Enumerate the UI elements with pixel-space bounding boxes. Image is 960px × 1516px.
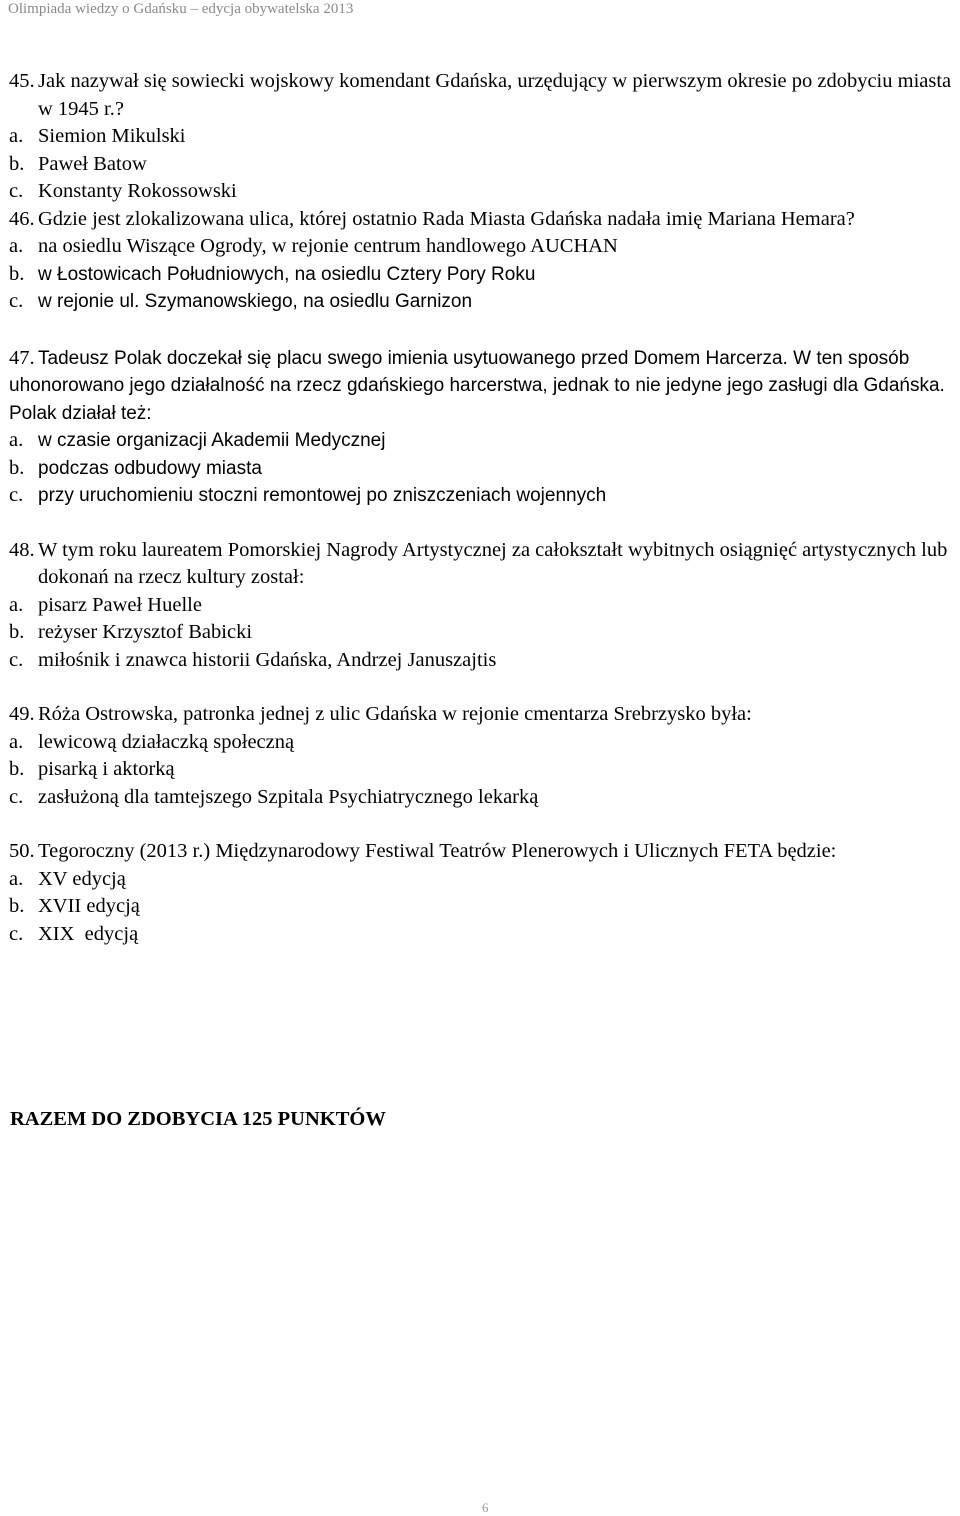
option-text: podczas odbudowy miasta (38, 457, 262, 479)
question-text: Gdzie jest zlokalizowana ulica, której ostatnio Rada Miasta Gdańska nadała imię Mariana Hemara? (38, 207, 855, 230)
answer-option (9, 288, 957, 316)
answer-option (9, 729, 957, 757)
option-text: Siemion Mikulski (38, 125, 186, 147)
points-total: RAZEM DO ZDOBYCIA 125 PUNKTÓW (10, 1108, 386, 1130)
question-50 (9, 838, 957, 948)
question-text: Tegoroczny (2013 r.) Międzynarodowy Festiwal Teatrów Plenerowych i Ulicznych FETA będzie: (38, 840, 837, 862)
option-letter: c. (9, 484, 24, 506)
option-letter: b. (9, 895, 25, 917)
question-number: 48. (9, 538, 35, 561)
answer-option (9, 261, 957, 289)
option-letter: c. (9, 648, 24, 671)
option-letter: a. (9, 125, 24, 147)
option-text: pisarz Paweł Huelle (38, 593, 202, 616)
answer-option (9, 427, 957, 455)
answer-option (9, 178, 957, 206)
answer-option (9, 893, 957, 921)
question-number: 50. (9, 840, 35, 862)
question-number: 49. (9, 703, 35, 725)
running-header: Olimpiada wiedzy o Gdańsku – edycja obywatelska 2013 (8, 1, 354, 17)
option-letter: a. (9, 429, 24, 451)
option-letter: b. (9, 152, 25, 175)
option-letter: a. (9, 867, 24, 890)
answer-option (9, 619, 957, 647)
option-letter: c. (9, 180, 24, 202)
option-letter: a. (9, 235, 24, 257)
option-letter: b. (9, 758, 25, 780)
option-letter: a. (9, 730, 24, 753)
option-letter: b. (9, 621, 25, 643)
question-text: Róża Ostrowska, patronka jednej z ulic Gdańska w rejonie cmentarza Srebrzysko była: (38, 703, 752, 725)
question-text: Tadeusz Polak doczekał się placu swego imienia usytuowanego przed Domem Harcerza. W ten sposób uhonorowano jego działalność na rzecz gdańskiego harcerstwa, jednak to nie jedyne jego zasługi dla Gdańska. Polak działał też: (9, 347, 945, 424)
answer-option (9, 151, 957, 179)
answer-option (9, 482, 957, 510)
question-text: Jak nazywał się sowiecki wojskowy komendant Gdańska, urzędujący w pierwszym okresie po zdobyciu miasta w 1945 r.? (38, 70, 952, 120)
question-49 (9, 701, 957, 811)
option-text: miłośnik i znawca historii Gdańska, Andrzej Januszajtis (38, 648, 497, 671)
option-letter: b. (9, 456, 25, 479)
answer-option (9, 756, 957, 784)
option-text: Paweł Batow (38, 152, 147, 175)
option-text: pisarką i aktorką (38, 758, 175, 780)
option-letter: c. (9, 922, 24, 945)
answer-option (9, 921, 957, 949)
question-text: W tym roku laureatem Pomorskiej Nagrody Artystycznej za całokształt wybitnych osiągnięć artystycznych lub dokonań na rzecz kultury został: (38, 538, 948, 588)
option-text: XV edycją (38, 867, 126, 890)
option-letter: c. (9, 785, 24, 808)
option-text: XVII edycją (38, 895, 140, 917)
question-46 (9, 206, 957, 316)
answer-option (9, 866, 957, 894)
option-text: w czasie organizacji Akademii Medycznej (38, 430, 386, 451)
option-text: w rejonie ul. Szymanowskiego, na osiedlu Garnizon (38, 291, 473, 312)
option-letter: c. (9, 290, 24, 312)
question-47 (9, 345, 957, 510)
question-number: 46. (9, 207, 35, 230)
option-text: XIX edycją (38, 922, 139, 945)
question-45 (9, 68, 957, 206)
option-text: reżyser Krzysztof Babicki (38, 621, 253, 643)
answer-option (9, 455, 957, 483)
question-list (9, 68, 957, 975)
option-letter: a. (9, 593, 24, 616)
answer-option (9, 592, 957, 620)
answer-option (9, 784, 957, 812)
answer-option (9, 647, 957, 675)
option-text: Konstanty Rokossowski (38, 180, 237, 202)
option-text: w Łostowicach Południowych, na osiedlu Cztery Pory Roku (38, 263, 536, 285)
option-text: lewicową działaczką społeczną (38, 730, 295, 753)
option-text: zasłużoną dla tamtejszego Szpitala Psychiatrycznego lekarką (38, 785, 539, 808)
answer-option (9, 123, 957, 151)
question-48 (9, 537, 957, 675)
option-letter: b. (9, 262, 25, 285)
answer-option (9, 233, 957, 261)
page-number: 6 (482, 1500, 489, 1515)
question-number: 47. (9, 346, 35, 369)
option-text: na osiedlu Wiszące Ogrody, w rejonie centrum handlowego AUCHAN (38, 235, 618, 257)
question-number: 45. (9, 70, 35, 92)
option-text: przy uruchomieniu stoczni remontowej po zniszczeniach wojennych (38, 485, 607, 506)
